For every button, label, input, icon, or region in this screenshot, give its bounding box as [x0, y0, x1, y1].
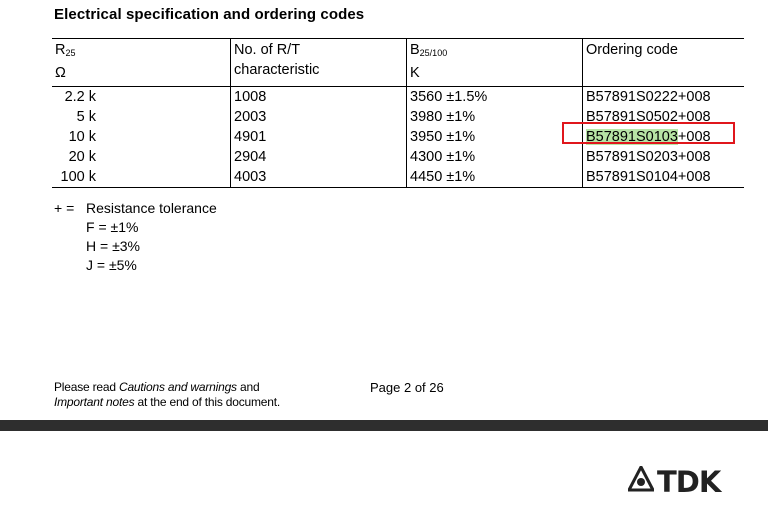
logo-text: TDK — [657, 464, 721, 499]
notes-symbol: + = — [54, 200, 75, 216]
note-item: H = ±3% — [86, 238, 140, 254]
page-number: Page 2 of 26 — [370, 380, 444, 395]
tdk-logo — [628, 466, 720, 497]
spec-table — [52, 38, 744, 188]
note-item: J = ±5% — [86, 257, 137, 273]
table-row: 20 k 2904 4300 ±1% B57891S0203+008 — [52, 147, 744, 167]
footer-disclaimer: Please read Cautions and warnings and Important notes at the end of this document. — [54, 380, 281, 409]
tolerance-notes — [54, 199, 217, 275]
table-header-row — [52, 39, 744, 87]
note-item: F = ±1% — [86, 219, 139, 235]
notes-title: Resistance tolerance — [86, 200, 217, 216]
table-row-highlighted: 10 k 4901 3950 ±1% B57891S0103+008 — [52, 127, 744, 147]
header-ordering-code: Ordering code — [583, 39, 745, 87]
header-rt-characteristic: No. of R/T characteristic — [231, 39, 407, 87]
highlighted-code: B57891S0103 — [586, 129, 678, 145]
header-r25: $R_{25}$ Ω — [52, 39, 231, 87]
callout-box — [562, 122, 735, 144]
table-row: 5 k 2003 3980 ±1% B57891S0502+008 — [52, 107, 744, 127]
footer-bar — [0, 420, 768, 431]
table-row: 2.2 k 1008 3560 ±1.5% B57891S0222+008 — [52, 87, 744, 108]
table-row: 100 k 4003 4450 ±1% B57891S0104+008 — [52, 167, 744, 188]
tdk-emblem-icon — [628, 466, 654, 497]
page-title: Electrical specification and ordering codes — [54, 6, 365, 23]
header-b-value: $B_{25/100}$ K — [407, 39, 583, 87]
